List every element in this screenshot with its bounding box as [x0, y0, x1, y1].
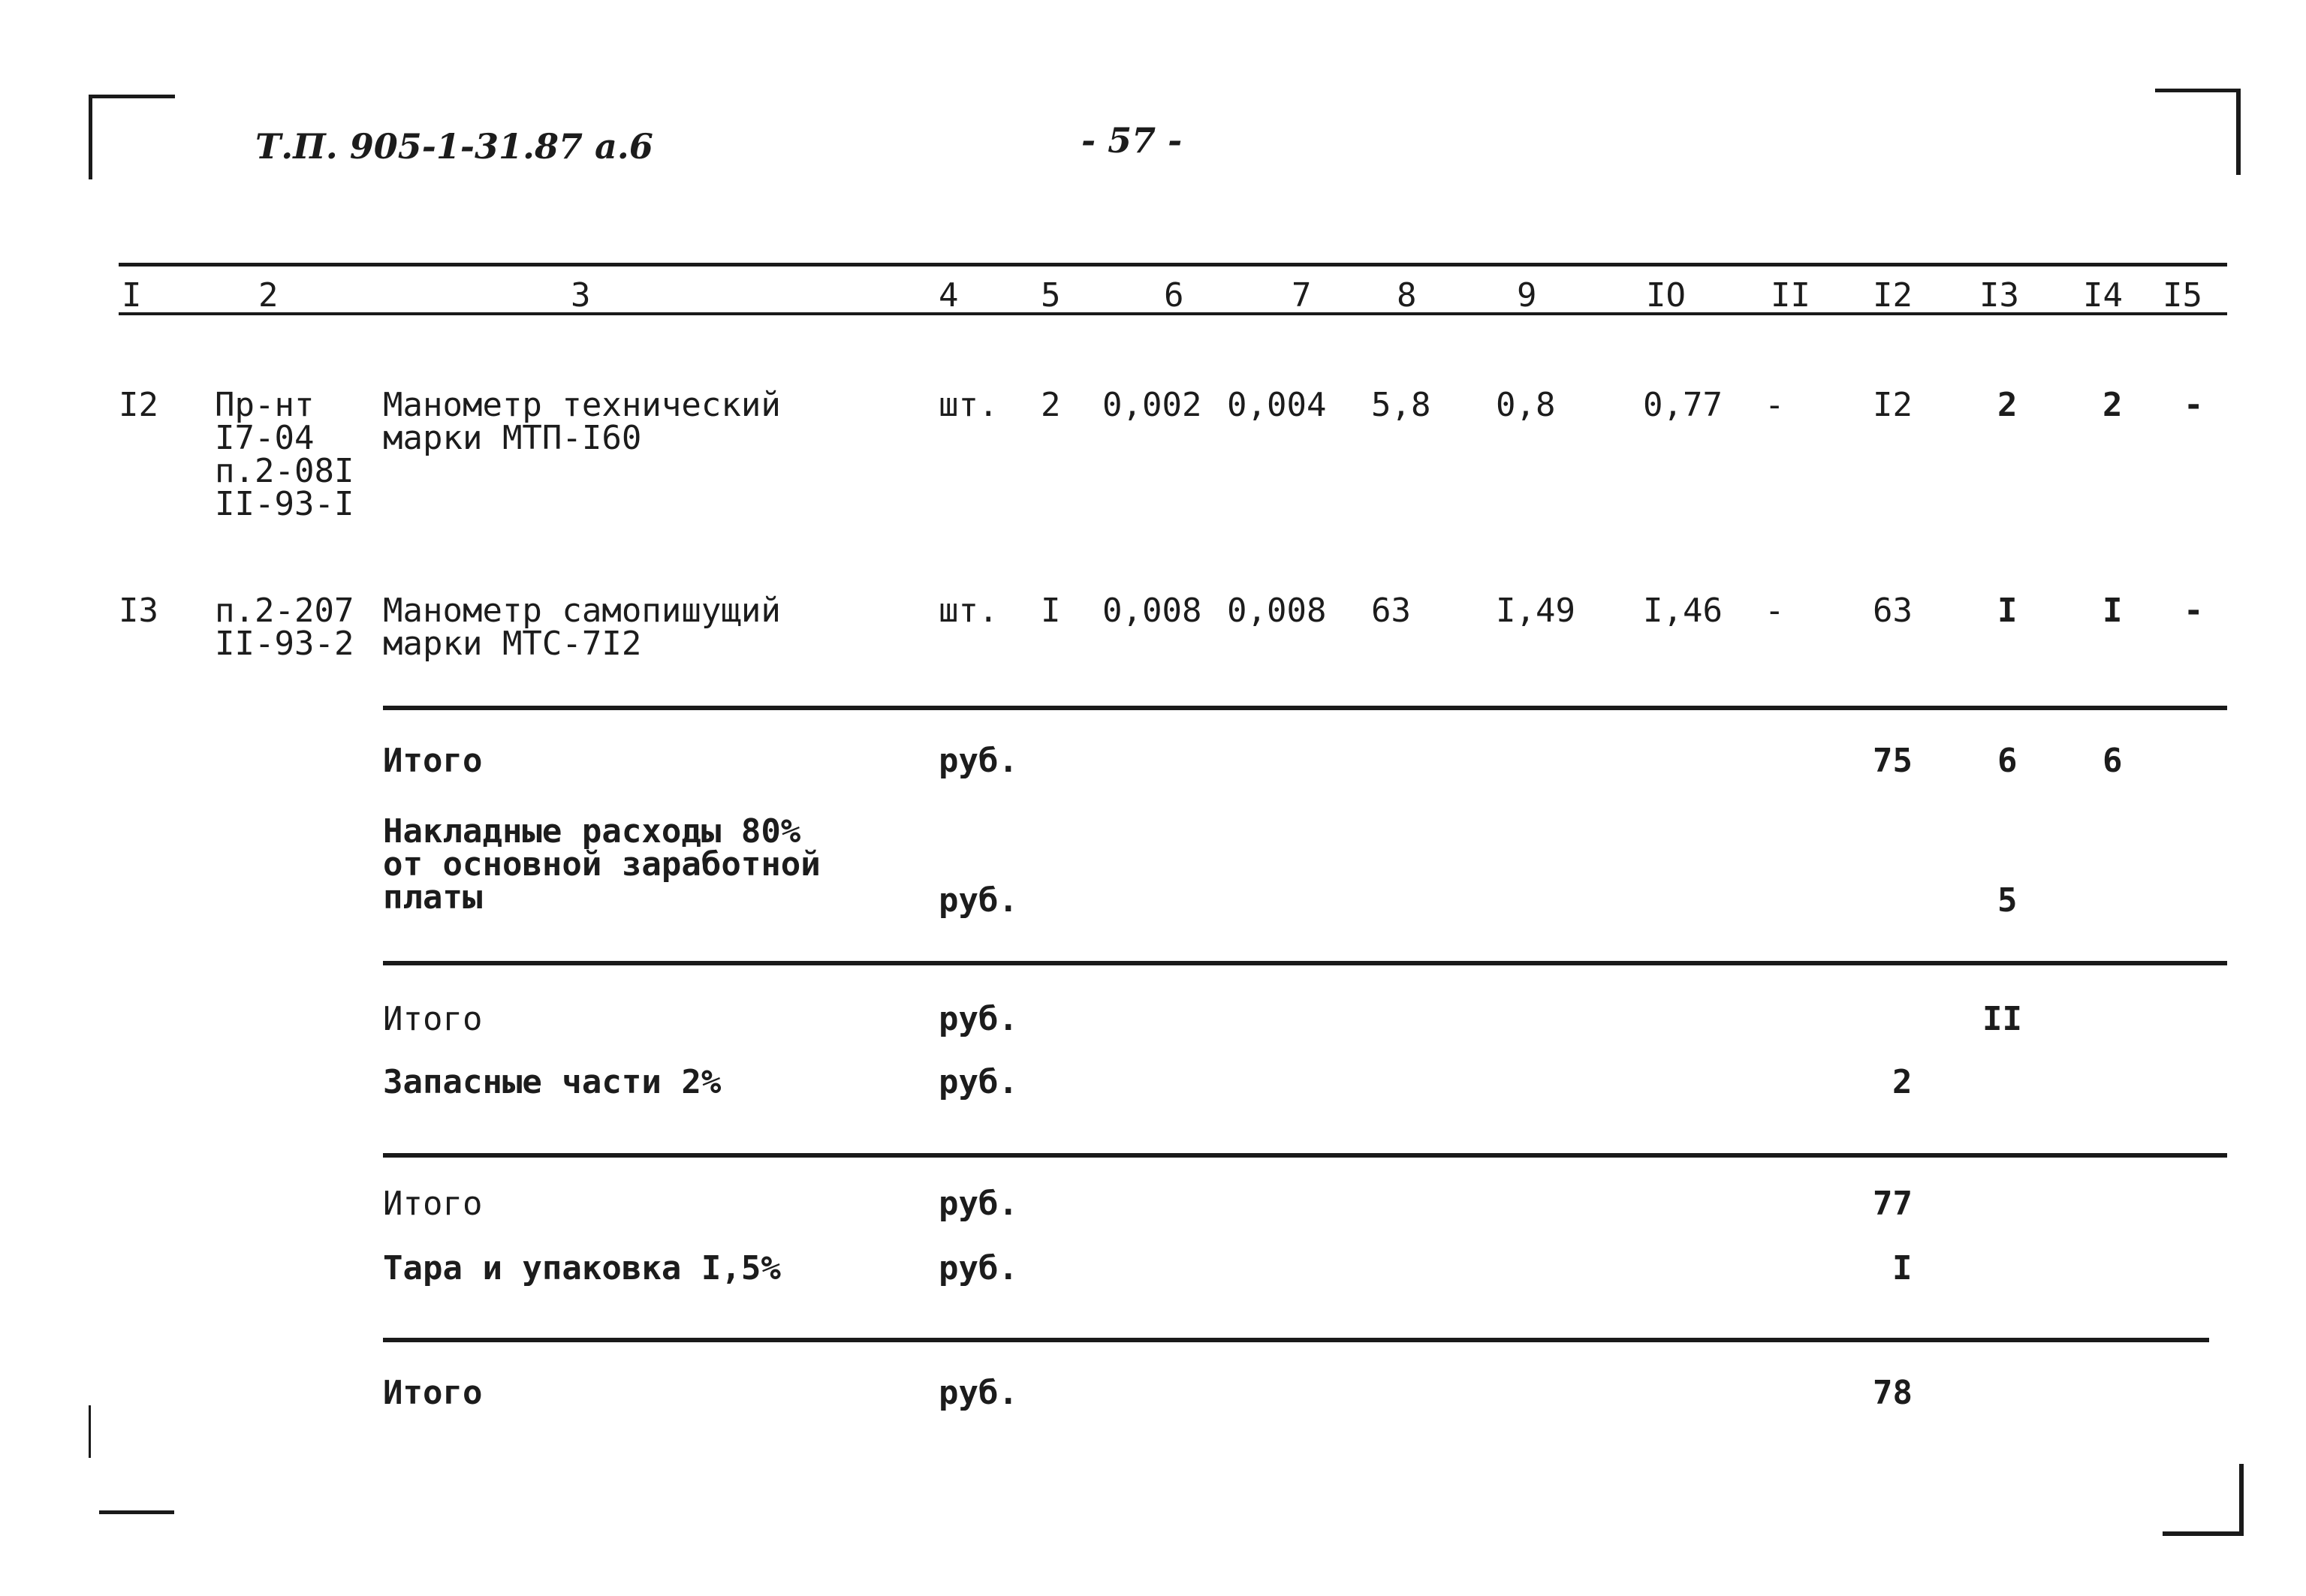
column-header: I	[122, 276, 142, 315]
row-col9: I,49	[1496, 592, 1575, 630]
summary-unit: руб.	[939, 1185, 1018, 1223]
row-qty: 2	[1041, 386, 1061, 424]
row-col13: I	[1997, 592, 2018, 630]
row-col7: 0,008	[1227, 592, 1327, 630]
row-name: Манометр самопишущий марки МТС-7I2	[383, 592, 781, 663]
row-col8: 63	[1371, 592, 1411, 630]
column-header: I2	[1873, 276, 1913, 315]
summary-label: Итого	[383, 1185, 483, 1223]
column-header: 9	[1517, 276, 1537, 315]
row-number: I3	[119, 592, 158, 630]
summary-rule	[383, 961, 2227, 965]
row-number: I2	[119, 386, 158, 424]
summary-rule	[383, 1338, 2209, 1342]
row-col10: 0,77	[1643, 386, 1723, 424]
row-name: Манометр технический марки МТП-I60	[383, 386, 781, 457]
summary-rule	[383, 706, 2227, 710]
column-header: 3	[571, 276, 591, 315]
summary-label: Итого	[383, 742, 483, 780]
page-number: - 57 -	[1081, 120, 1183, 161]
row-col15: -	[2184, 386, 2204, 424]
corner-mark-bottom-right	[2163, 1464, 2244, 1536]
row-unit: шт.	[939, 386, 999, 424]
summary-label: Накладные расходы 80% от основной заработной платы	[383, 812, 821, 917]
summary-label: Итого	[383, 1374, 483, 1412]
row-col13: 2	[1997, 386, 2018, 424]
row-col6: 0,008	[1102, 592, 1202, 630]
summary-unit: руб.	[939, 1374, 1018, 1412]
summary-col12: I	[1892, 1249, 1913, 1287]
document-code: Т.П. 905-1-31.87 а.6	[255, 126, 653, 167]
summary-unit: руб.	[939, 742, 1018, 780]
summary-col12: 75	[1873, 742, 1913, 780]
column-header: 7	[1292, 276, 1312, 315]
column-header: IO	[1646, 276, 1686, 315]
summary-col13: II	[1982, 1000, 2022, 1038]
row-col9: 0,8	[1496, 386, 1556, 424]
row-col11: -	[1765, 592, 1785, 630]
column-header: 5	[1041, 276, 1061, 315]
row-col11: -	[1765, 386, 1785, 424]
summary-col12: 77	[1873, 1185, 1913, 1223]
row-qty: I	[1041, 592, 1061, 630]
row-unit: шт.	[939, 592, 999, 630]
summary-label: Запасные части 2%	[383, 1063, 722, 1101]
summary-unit: руб.	[939, 1249, 1018, 1287]
column-header: I5	[2163, 276, 2202, 315]
column-header: 4	[939, 276, 959, 315]
left-edge-mark	[89, 1405, 91, 1458]
summary-unit: руб.	[939, 1000, 1018, 1038]
column-header: 6	[1164, 276, 1184, 315]
corner-mark-top-right	[2155, 89, 2241, 175]
bottom-left-mark	[99, 1510, 174, 1514]
row-col14: I	[2103, 592, 2123, 630]
summary-col14: 6	[2103, 742, 2123, 780]
summary-label: Итого	[383, 1000, 483, 1038]
column-header: II	[1771, 276, 1810, 315]
row-col8: 5,8	[1371, 386, 1431, 424]
row-code: Пр-нт I7-04 п.2-08I II-93-I	[215, 386, 354, 523]
summary-unit: руб.	[939, 1063, 1018, 1101]
row-col12: 63	[1873, 592, 1913, 630]
row-col6: 0,002	[1102, 386, 1202, 424]
summary-col12: 78	[1873, 1374, 1913, 1412]
table-top-rule	[119, 263, 2227, 267]
column-header: I4	[2083, 276, 2123, 315]
column-header: 8	[1397, 276, 1417, 315]
summary-col13: 5	[1997, 881, 2018, 920]
column-header: I3	[1979, 276, 2019, 315]
summary-col13: 6	[1997, 742, 2018, 780]
column-header: 2	[258, 276, 279, 315]
summary-unit: руб.	[939, 881, 1018, 920]
summary-label: Тара и упаковка I,5%	[383, 1249, 781, 1287]
row-col7: 0,004	[1227, 386, 1327, 424]
row-code: п.2-207 II-93-2	[215, 592, 354, 663]
row-col15: -	[2184, 592, 2204, 630]
summary-rule	[383, 1153, 2227, 1158]
row-col10: I,46	[1643, 592, 1723, 630]
row-col14: 2	[2103, 386, 2123, 424]
summary-col12: 2	[1892, 1063, 1913, 1101]
corner-mark-top-left	[89, 95, 175, 179]
row-col12: I2	[1873, 386, 1913, 424]
